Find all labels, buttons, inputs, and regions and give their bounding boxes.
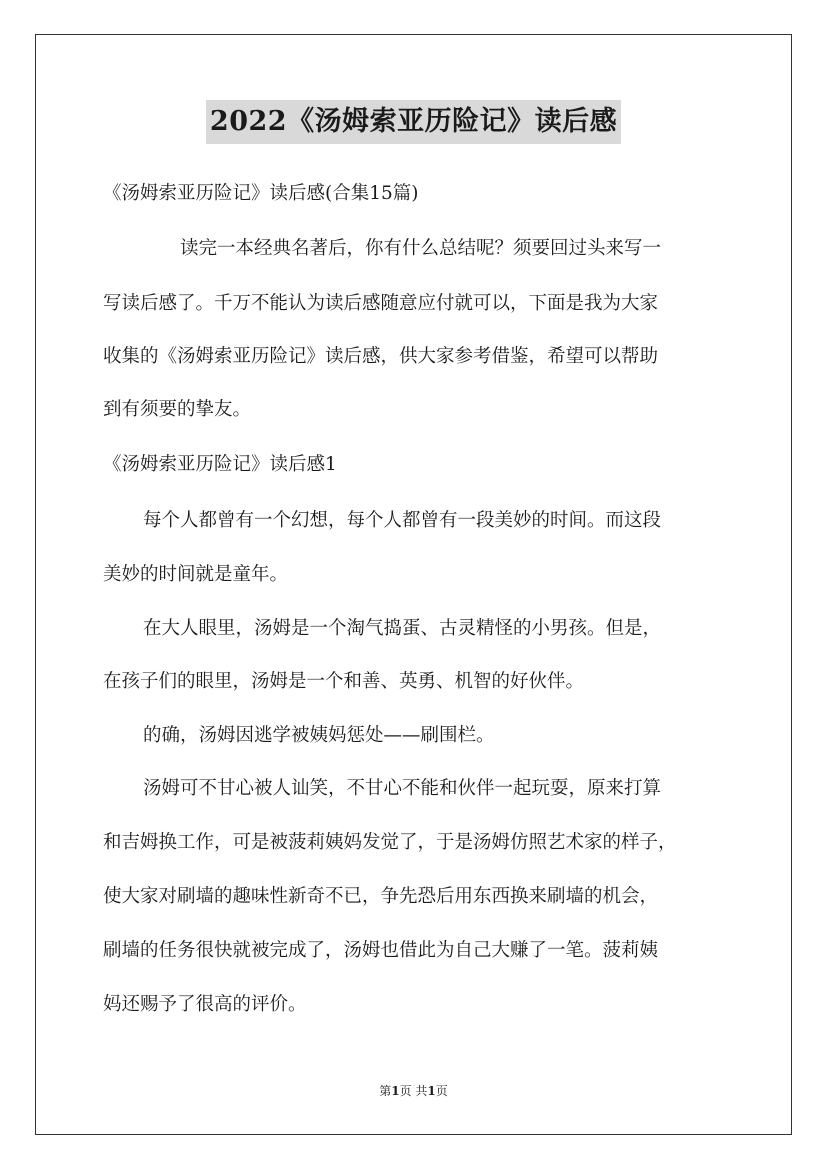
body-line: 妈还赐予了很高的评价。 bbox=[103, 994, 307, 1015]
body-line: 每个人都曾有一个幻想，每个人都曾有一段美妙的时间。而这段 bbox=[143, 510, 662, 531]
page-suffix: 页 bbox=[435, 1084, 448, 1098]
page-mid: 页 共 bbox=[399, 1084, 428, 1098]
page-total: 1 bbox=[427, 1084, 436, 1098]
intro-line: 读完一本经典名著后，你有什么总结呢？须要回过头来写一 bbox=[180, 238, 662, 259]
intro-line: 写读后感了。千万不能认为读后感随意应付就可以，下面是我为大家 bbox=[103, 293, 659, 314]
page-footer bbox=[0, 1082, 827, 1099]
page-current: 1 bbox=[391, 1084, 400, 1098]
body-line: 汤姆可不甘心被人讪笑，不甘心不能和伙伴一起玩耍，原来打算 bbox=[143, 778, 662, 799]
body-line: 的确，汤姆因逃学被姨妈惩处——刷围栏。 bbox=[143, 725, 495, 746]
body-line: 在大人眼里，汤姆是一个淘气捣蛋、古灵精怪的小男孩。但是， bbox=[143, 618, 662, 639]
body-line: 使大家对刷墙的趣味性新奇不已，争先恐后用东西换来刷墙的机会， bbox=[103, 886, 659, 907]
body-line: 刷墙的任务很快就被完成了，汤姆也借此为自己大赚了一笔。菠莉姨 bbox=[103, 940, 659, 961]
section-heading: 《汤姆索亚历险记》读后感1 bbox=[103, 454, 337, 475]
intro-line: 到有须要的挚友。 bbox=[103, 399, 252, 420]
document-title-wrap bbox=[0, 100, 827, 144]
document-title: 2022《汤姆索亚历险记》读后感 bbox=[206, 100, 621, 144]
body-line: 美妙的时间就是童年。 bbox=[103, 564, 289, 585]
page-prefix: 第 bbox=[379, 1084, 392, 1098]
intro-line: 收集的《汤姆索亚历险记》读后感，供大家参考借鉴，希望可以帮助 bbox=[103, 346, 659, 367]
subtitle: 《汤姆索亚历险记》读后感(合集15篇) bbox=[103, 183, 419, 204]
body-line: 和吉姆换工作，可是被菠莉姨妈发觉了，于是汤姆仿照艺术家的样子， bbox=[103, 832, 677, 853]
body-line: 在孩子们的眼里，汤姆是一个和善、英勇、机智的好伙伴。 bbox=[103, 671, 585, 692]
